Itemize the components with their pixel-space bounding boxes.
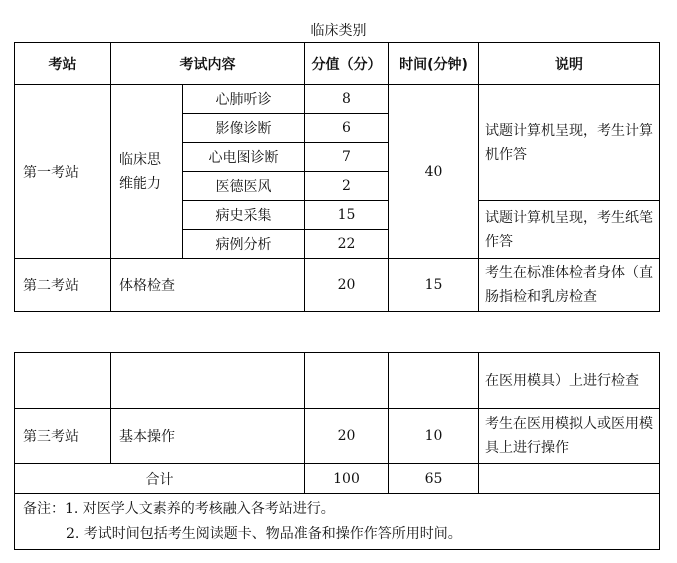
- total-note-blank: [479, 464, 660, 494]
- header-content: 考试内容: [111, 43, 305, 85]
- station1-note-paper: 试题计算机呈现，考生纸笔作答: [479, 201, 660, 259]
- station2-score: 20: [305, 259, 389, 312]
- station2-note-part1: 考生在标准体检者身体（直肠指检和乳房检查: [479, 259, 660, 312]
- total-time: 65: [389, 464, 479, 494]
- station1-note-computer: 试题计算机呈现，考生计算机作答: [479, 85, 660, 201]
- item-score: 7: [305, 143, 389, 172]
- item-label: 病史采集: [183, 201, 305, 230]
- station3-name: 第三考站: [15, 409, 111, 464]
- item-score: 22: [305, 230, 389, 259]
- continued-blank-cell: [389, 353, 479, 409]
- item-score: 2: [305, 172, 389, 201]
- station3-note: 考生在医用模拟人或医用模具上进行操作: [479, 409, 660, 464]
- station2-name: 第二考站: [15, 259, 111, 312]
- station2-content: 体格检查: [111, 259, 305, 312]
- item-label: 心肺听诊: [183, 85, 305, 114]
- station1-ability: 临床思维能力: [111, 85, 183, 259]
- page-title: 临床类别: [310, 23, 367, 39]
- item-label: 医德医风: [183, 172, 305, 201]
- station1-name: 第一考站: [15, 85, 111, 259]
- continued-blank-cell: [15, 353, 111, 409]
- item-score: 15: [305, 201, 389, 230]
- station3-score: 20: [305, 409, 389, 464]
- item-label: 影像诊断: [183, 114, 305, 143]
- header-note: 说明: [479, 43, 660, 85]
- item-label: 病例分析: [183, 230, 305, 259]
- remarks: [15, 494, 660, 550]
- header-station: 考站: [15, 43, 111, 85]
- exam-table-upper: [14, 42, 660, 312]
- remark-line-1: 备注：1. 对医学人文素养的考核融入各考站进行。: [23, 500, 335, 517]
- item-score: 8: [305, 85, 389, 114]
- header-score: 分值（分）: [305, 43, 389, 85]
- station3-time: 10: [389, 409, 479, 464]
- header-time: 时间(分钟): [389, 43, 479, 85]
- total-score: 100: [305, 464, 389, 494]
- item-score: 6: [305, 114, 389, 143]
- continued-blank-cell: [305, 353, 389, 409]
- station2-note-part2: 在医用模具）上进行检查: [479, 353, 660, 409]
- total-label: 合计: [15, 464, 305, 494]
- item-label: 心电图诊断: [183, 143, 305, 172]
- station1-time: 40: [389, 85, 479, 259]
- station2-time: 15: [389, 259, 479, 312]
- continued-blank-cell: [111, 353, 305, 409]
- station3-content: 基本操作: [111, 409, 305, 464]
- remark-line-2: 2. 考试时间包括考生阅读题卡、物品准备和操作作答所用时间。: [66, 525, 462, 542]
- exam-table-lower: [14, 352, 660, 550]
